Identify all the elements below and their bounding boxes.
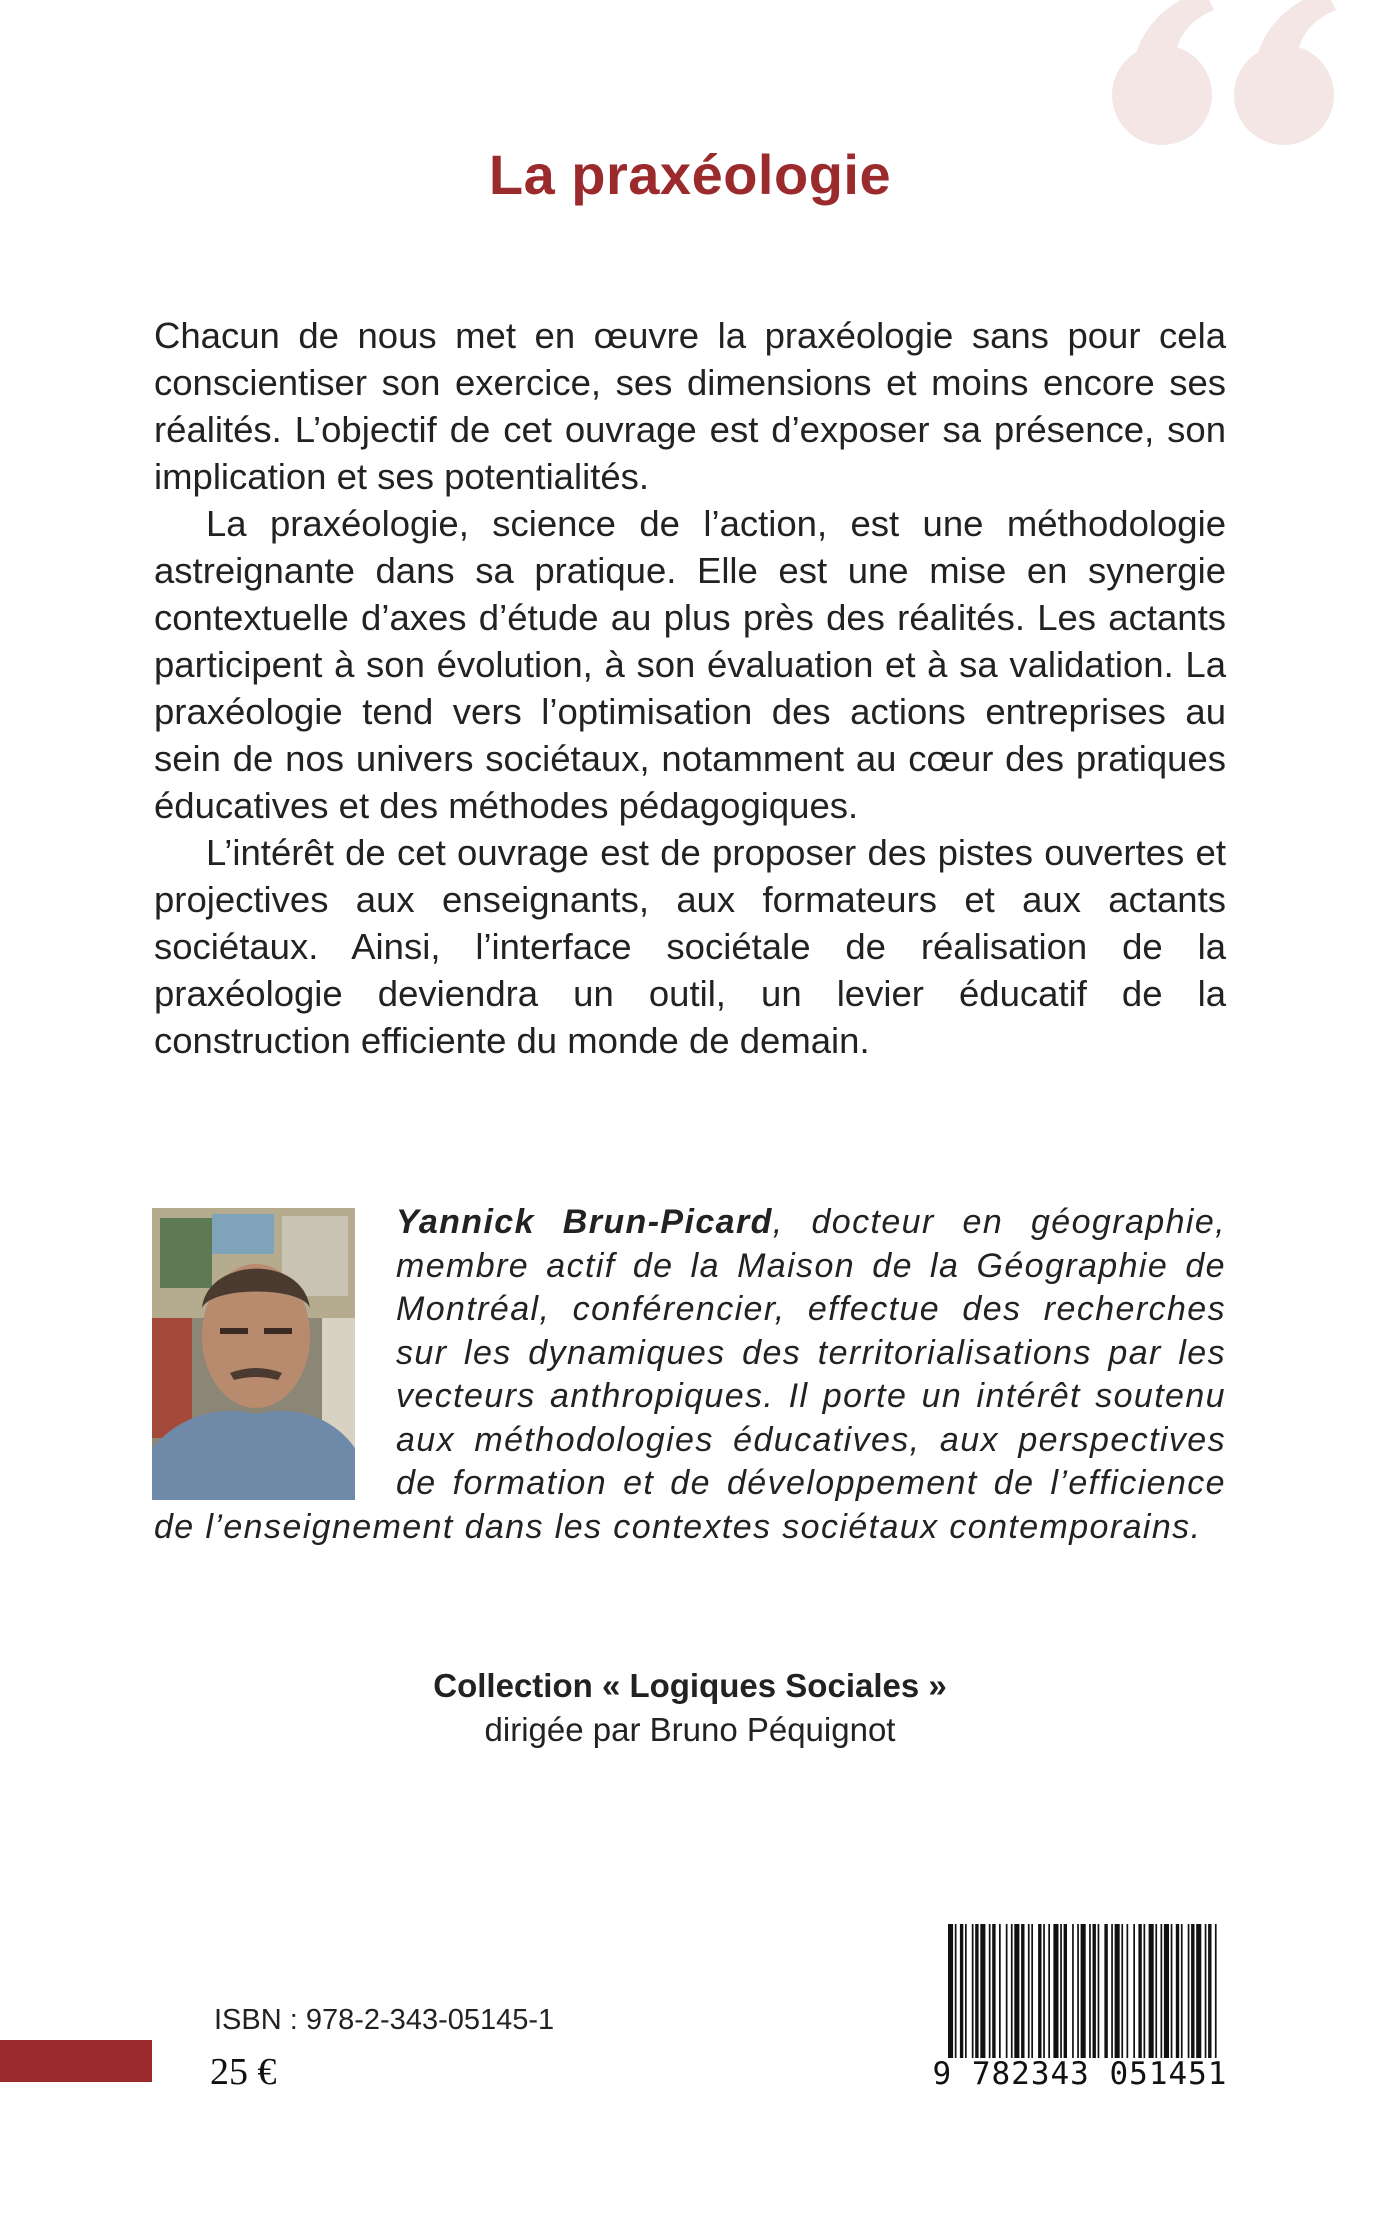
author-bio [154,1201,1226,1549]
quotation-mark-icon [1104,0,1364,160]
collection-info [0,1664,1380,1752]
price: 25 € [210,2051,277,2093]
blurb-paragraph: L’intérêt de cet ouvrage est de proposer des pistes ouvertes et projectives aux enseignants, aux formateurs et aux actants sociétaux. Ainsi, l’interface sociétale de réalisation de la praxéologie deviendra un outil, un levier éducatif de la construction efficiente du monde de demain. [154,832,1226,1061]
blurb-paragraph: La praxéologie, science de l’action, est une méthodologie astreignante dans sa pratique. Elle est une mise en synergie contextuelle d’axes d’étude au plus près des réalités. Les actants participent à son évolution, à son évaluation et à sa validation. La praxéologie tend vers l’optimisation des actions entreprises au sein de nos univers sociétaux, notamment au cœur des pratiques éducatives et des méthodes pédagogiques. [154,503,1226,826]
back-cover-blurb [154,312,1226,1064]
author-bio-text: , docteur en géographie, membre actif de la Maison de la Géographie de Montréal, conférencier, effectue des recherches sur les dynamiques des territorialisations par les vecteurs anthropiques. Il porte un intérêt soutenu aux méthodologies éducatives, aux perspectives de formation et de développement de l’efficience de l’enseignement dans les contextes sociétaux contemporains. [154,1203,1226,1546]
accent-bar [0,2040,152,2082]
blurb-paragraph: Chacun de nous met en œuvre la praxéologie sans pour cela conscientiser son exercice, ses dimensions et moins encore ses réalités. L’objectif de cet ouvrage est d’exposer sa présence, son implication et ses potentialités. [154,315,1226,497]
isbn-number: ISBN : 978-2-343-05145-1 [214,2004,555,2036]
book-title: La praxéologie [488,143,892,206]
collection-title: Collection « Logiques Sociales » [433,1667,947,1704]
author-name: Yannick Brun-Picard [396,1203,773,1241]
barcode [948,1924,1220,2058]
barcode-digits: 9 782343 051451 [932,2056,1228,2092]
collection-director: dirigée par Bruno Péquignot [484,1711,896,1748]
